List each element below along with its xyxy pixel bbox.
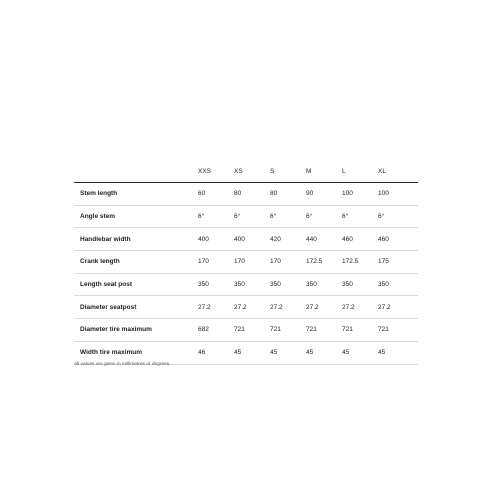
table-cell: 721 bbox=[306, 319, 342, 342]
table-cell: 350 bbox=[378, 273, 418, 296]
table-cell: 682 bbox=[198, 319, 234, 342]
footnote: All values are given in millimetres or degrees. bbox=[74, 362, 171, 367]
table-cell: 350 bbox=[306, 273, 342, 296]
table-cell: 27.2 bbox=[306, 296, 342, 319]
table-cell: 6° bbox=[306, 205, 342, 228]
table-cell: 27.2 bbox=[234, 296, 270, 319]
table-body bbox=[74, 183, 418, 365]
table-cell: 45 bbox=[306, 341, 342, 364]
table-cell: 80 bbox=[270, 183, 306, 206]
table-cell: 80 bbox=[234, 183, 270, 206]
table-cell: 45 bbox=[234, 341, 270, 364]
row-label: Handlebar width bbox=[74, 228, 198, 251]
table-cell: 45 bbox=[378, 341, 418, 364]
header-size-l: L bbox=[342, 160, 378, 183]
table-cell: 172.5 bbox=[342, 251, 378, 274]
table-cell: 90 bbox=[306, 183, 342, 206]
table-cell: 27.2 bbox=[270, 296, 306, 319]
table-cell: 721 bbox=[342, 319, 378, 342]
table-cell: 721 bbox=[234, 319, 270, 342]
table-cell: 45 bbox=[270, 341, 306, 364]
table-cell: 350 bbox=[270, 273, 306, 296]
table-cell: 60 bbox=[198, 183, 234, 206]
table-cell: 170 bbox=[234, 251, 270, 274]
table-cell: 175 bbox=[378, 251, 418, 274]
table-cell: 440 bbox=[306, 228, 342, 251]
table-cell: 6° bbox=[270, 205, 306, 228]
header-size-m: M bbox=[306, 160, 342, 183]
table-cell: 350 bbox=[234, 273, 270, 296]
table-cell: 400 bbox=[198, 228, 234, 251]
table-cell: 45 bbox=[342, 341, 378, 364]
table-cell: 460 bbox=[342, 228, 378, 251]
table-cell: 6° bbox=[378, 205, 418, 228]
table-cell: 100 bbox=[342, 183, 378, 206]
table-cell: 721 bbox=[270, 319, 306, 342]
row-label: Angle stem bbox=[74, 205, 198, 228]
table-cell: 6° bbox=[198, 205, 234, 228]
table-header bbox=[74, 160, 418, 183]
table-cell: 172.5 bbox=[306, 251, 342, 274]
table-cell: 46 bbox=[198, 341, 234, 364]
table-row bbox=[74, 228, 418, 251]
table-row bbox=[74, 341, 418, 364]
header-size-s: S bbox=[270, 160, 306, 183]
table-cell: 6° bbox=[234, 205, 270, 228]
table-cell: 27.2 bbox=[198, 296, 234, 319]
table-cell: 350 bbox=[198, 273, 234, 296]
header-size-xl: XL bbox=[378, 160, 418, 183]
table-cell: 420 bbox=[270, 228, 306, 251]
row-label: Length seat post bbox=[74, 273, 198, 296]
table-cell: 6° bbox=[342, 205, 378, 228]
row-label: Stem length bbox=[74, 183, 198, 206]
table-cell: 350 bbox=[342, 273, 378, 296]
table-cell: 100 bbox=[378, 183, 418, 206]
table-row bbox=[74, 205, 418, 228]
table-row bbox=[74, 251, 418, 274]
row-label: Diameter seatpost bbox=[74, 296, 198, 319]
table-row bbox=[74, 273, 418, 296]
table-cell: 400 bbox=[234, 228, 270, 251]
header-row bbox=[74, 160, 418, 183]
header-label-cell bbox=[74, 160, 198, 183]
row-label: Diameter tire maximum bbox=[74, 319, 198, 342]
geometry-spec-table bbox=[74, 160, 418, 365]
table-cell: 27.2 bbox=[342, 296, 378, 319]
table-row bbox=[74, 319, 418, 342]
header-size-xs: XS bbox=[234, 160, 270, 183]
row-label: Crank length bbox=[74, 251, 198, 274]
table-row bbox=[74, 183, 418, 206]
header-size-xxs: XXS bbox=[198, 160, 234, 183]
table-cell: 170 bbox=[270, 251, 306, 274]
row-label: Width tire maximum bbox=[74, 341, 198, 364]
table-row bbox=[74, 296, 418, 319]
table-cell: 460 bbox=[378, 228, 418, 251]
table-cell: 721 bbox=[378, 319, 418, 342]
table-cell: 27.2 bbox=[378, 296, 418, 319]
table-cell: 170 bbox=[198, 251, 234, 274]
